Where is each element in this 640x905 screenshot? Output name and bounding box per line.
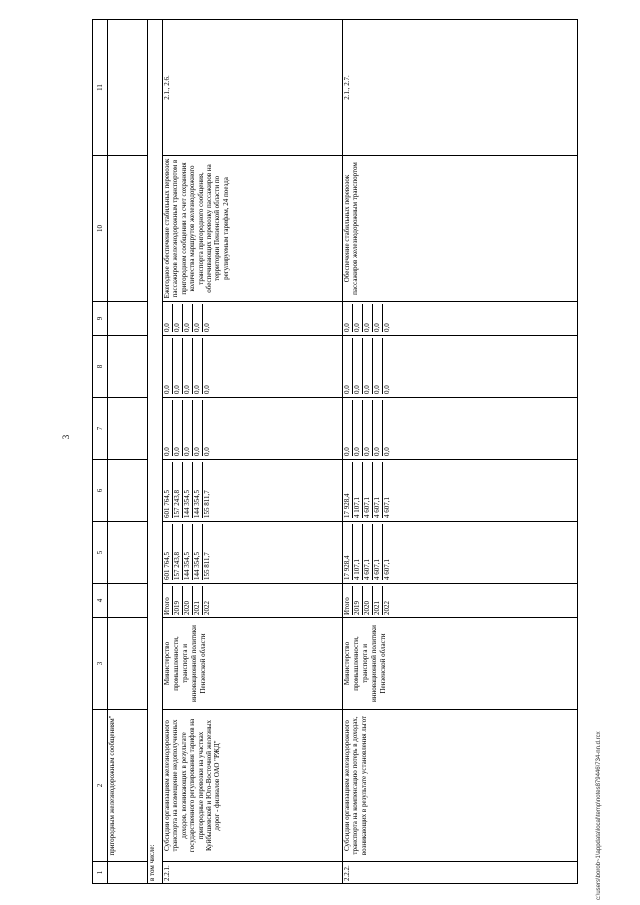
year-cell: 2019 bbox=[173, 586, 183, 615]
row-col6 bbox=[163, 460, 343, 522]
value-cell: 0,0 bbox=[343, 304, 353, 332]
value-cell: 17 928,4 bbox=[343, 462, 353, 518]
continuation-text: пригородным железнодорожным сообщениям" bbox=[108, 710, 148, 862]
row-result: Обеспечение стабильных перевозок пассажиров железнодорожным транспортом bbox=[343, 156, 578, 302]
value-cell: 4 107,1 bbox=[353, 524, 363, 580]
value-cell: 0,0 bbox=[363, 304, 373, 332]
table-row bbox=[343, 20, 578, 884]
value-cell: 0,0 bbox=[173, 400, 183, 456]
col-num-7: 7 bbox=[93, 398, 108, 460]
value-cell: 0,0 bbox=[193, 338, 203, 394]
value-cell: 0,0 bbox=[343, 400, 353, 456]
value-cell: 0,0 bbox=[183, 338, 193, 394]
value-cell: 0,0 bbox=[363, 400, 373, 456]
row-col6 bbox=[343, 460, 578, 522]
row-col7 bbox=[163, 398, 343, 460]
value-cell: 144 354,5 bbox=[183, 462, 193, 518]
year-cell: 2021 bbox=[193, 586, 203, 615]
value-cell: 0,0 bbox=[163, 338, 173, 394]
value-cell: 144 354,5 bbox=[183, 524, 193, 580]
year-cell: 2020 bbox=[183, 586, 193, 615]
value-cell: 4 607,1 bbox=[373, 462, 383, 518]
value-cell: 4 607,1 bbox=[363, 462, 373, 518]
col-num-8: 8 bbox=[93, 336, 108, 398]
row-executor: Министерство промышленности, транспорта и инновационной политики Пензенской области bbox=[163, 618, 343, 710]
col-num-2: 2 bbox=[93, 710, 108, 862]
program-table-rotated bbox=[92, 20, 578, 884]
table-row bbox=[163, 20, 343, 884]
value-cell: 0,0 bbox=[193, 400, 203, 456]
col-num-11: 11 bbox=[93, 20, 108, 156]
value-cell: 0,0 bbox=[353, 400, 363, 456]
row-col9 bbox=[163, 302, 343, 336]
row-number: 2.2.2. bbox=[343, 862, 578, 884]
row-col8 bbox=[343, 336, 578, 398]
value-cell: 0,0 bbox=[373, 304, 383, 332]
row-executor: Министерство промышленности, транспорта и инновационной политики Пензенской области bbox=[343, 618, 578, 710]
value-cell: 0,0 bbox=[163, 400, 173, 456]
col-num-6: 6 bbox=[93, 460, 108, 522]
row-years bbox=[343, 584, 578, 618]
row-number: 2.2.1. bbox=[163, 862, 343, 884]
continuation-row bbox=[108, 20, 148, 884]
value-cell: 0,0 bbox=[173, 304, 183, 332]
value-cell: 4 607,1 bbox=[363, 524, 373, 580]
value-cell: 0,0 bbox=[373, 338, 383, 394]
value-cell: 0,0 bbox=[373, 400, 383, 456]
program-table bbox=[92, 19, 578, 884]
row-name: Субсидии организациям железнодорожного транспорта на возмещение недополученных доходов, возникающих в результате государственного регулирования тарифов на пригородные перевозки на участках Куйбышевской и Юго-Восточной железных дорог - филиалов ОАО "РЖД" bbox=[163, 710, 343, 862]
section-label: в том числе: bbox=[148, 20, 163, 884]
value-cell: 155 811,7 bbox=[203, 552, 211, 580]
year-cell: 2022 bbox=[383, 601, 391, 615]
col-num-5: 5 bbox=[93, 522, 108, 584]
value-cell: 0,0 bbox=[353, 338, 363, 394]
col-num-1: 1 bbox=[93, 862, 108, 884]
value-cell: 157 243,8 bbox=[173, 462, 183, 518]
row-col5 bbox=[163, 522, 343, 584]
page-number: 3 bbox=[61, 434, 71, 440]
row-years bbox=[163, 584, 343, 618]
value-cell: 4 107,1 bbox=[353, 462, 363, 518]
value-cell: 0,0 bbox=[173, 338, 183, 394]
year-cell: 2020 bbox=[363, 586, 373, 615]
value-cell: 0,0 bbox=[163, 304, 173, 332]
value-cell: 0,0 bbox=[363, 338, 373, 394]
col-num-9: 9 bbox=[93, 302, 108, 336]
value-cell: 4 607,1 bbox=[383, 497, 391, 518]
row-name: Субсидии организациям железнодорожного транспорта на компенсацию потерь в доходах, возникающих в результате установления льгот bbox=[343, 710, 578, 862]
section-label-row bbox=[148, 20, 163, 884]
value-cell: 0,0 bbox=[353, 304, 363, 332]
row-col8 bbox=[163, 336, 343, 398]
row-col9 bbox=[343, 302, 578, 336]
value-cell: 601 764,5 bbox=[163, 462, 173, 518]
value-cell: 0,0 bbox=[203, 323, 211, 332]
col-num-4: 4 bbox=[93, 584, 108, 618]
value-cell: 144 354,5 bbox=[193, 524, 203, 580]
year-cell: Итого bbox=[163, 586, 173, 615]
value-cell: 144 354,5 bbox=[193, 462, 203, 518]
value-cell: 4 607,1 bbox=[383, 559, 391, 580]
footer-path-text: c:\users\borob~1\appdata\local\temp\notes879446\734-nn.d.rcx bbox=[596, 731, 602, 900]
value-cell: 0,0 bbox=[383, 323, 391, 332]
value-cell: 0,0 bbox=[193, 304, 203, 332]
value-cell: 0,0 bbox=[383, 385, 391, 394]
column-number-row bbox=[93, 20, 108, 884]
row-result: Ежегодное обеспечение стабильных перевозок пассажиров железнодорожным транспортом в пригородном сообщении за счет сохранения количества маршрутов железнодорожного транспорта пригородного сообщения, обеспечивающих перевозку пассажиров на территории Пензенской области по регулируемым тарифам, 24 поезда bbox=[163, 156, 343, 302]
year-cell: Итого bbox=[343, 586, 353, 615]
year-cell: 2021 bbox=[373, 586, 383, 615]
value-cell: 0,0 bbox=[203, 447, 211, 456]
col-num-10: 10 bbox=[93, 156, 108, 302]
value-cell: 0,0 bbox=[343, 338, 353, 394]
value-cell: 4 607,1 bbox=[373, 524, 383, 580]
value-cell: 157 243,8 bbox=[173, 524, 183, 580]
col-num-3: 3 bbox=[93, 618, 108, 710]
row-ref: 2.1., 2.7. bbox=[343, 20, 578, 156]
value-cell: 0,0 bbox=[203, 385, 211, 394]
value-cell: 17 928,4 bbox=[343, 524, 353, 580]
value-cell: 0,0 bbox=[383, 447, 391, 456]
row-col5 bbox=[343, 522, 578, 584]
row-col7 bbox=[343, 398, 578, 460]
value-cell: 0,0 bbox=[183, 400, 193, 456]
row-ref: 2.1., 2.6. bbox=[163, 20, 343, 156]
footer-file-path bbox=[596, 540, 604, 900]
value-cell: 155 811,7 bbox=[203, 490, 211, 518]
value-cell: 0,0 bbox=[183, 304, 193, 332]
year-cell: 2019 bbox=[353, 586, 363, 615]
value-cell: 601 764,5 bbox=[163, 524, 173, 580]
year-cell: 2022 bbox=[203, 601, 211, 615]
